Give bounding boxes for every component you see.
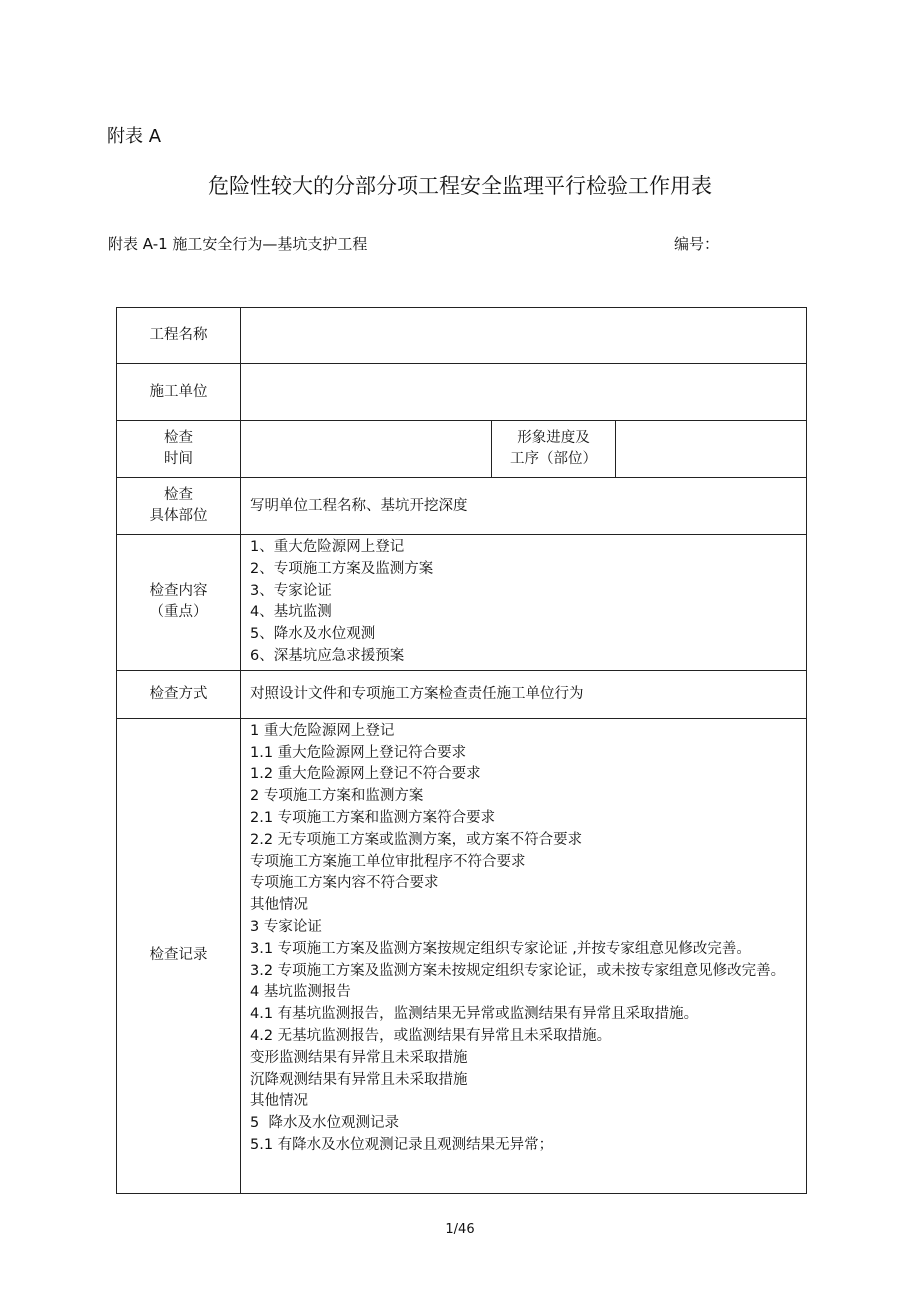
- record-line: 1.1 重大危险源网上登记符合要求: [250, 744, 467, 761]
- record-line: 其他情况: [250, 897, 308, 914]
- record-line: 2.1 专项施工方案和监测方案符合要求: [250, 809, 496, 826]
- record-line: 专项施工方案施工单位审批程序不符合要求: [250, 853, 526, 870]
- inspection-form-table: [116, 307, 807, 1194]
- progress-field[interactable]: [616, 421, 807, 478]
- content-item: 1、重大危险源网上登记: [250, 539, 405, 555]
- record-list: [250, 721, 798, 1193]
- record-line: 3.2 专项施工方案及监测方案未按规定组织专家论证，或未按专家组意见修改完善。: [250, 962, 786, 979]
- content-label: [117, 535, 241, 671]
- project-name-field[interactable]: [241, 308, 807, 364]
- contractor-label: 施工单位: [117, 364, 241, 421]
- method-row: [117, 670, 807, 718]
- content-item: 6、深基坑应急求援预案: [250, 647, 405, 664]
- record-label: 检查记录: [117, 718, 241, 1193]
- page-number: 1/46: [445, 1222, 475, 1237]
- progress-label-line-2: 工序（部位）: [510, 451, 597, 467]
- serial-number-label: 编号：: [674, 235, 720, 253]
- check-time-label: [117, 421, 241, 478]
- location-row: [117, 478, 807, 535]
- progress-label-line-1: 形象进度及: [517, 430, 590, 446]
- location-label: [117, 478, 241, 535]
- appendix-label: 附表 A: [107, 126, 162, 147]
- content-item: 5、降水及水位观测: [250, 626, 376, 643]
- content-item: 3、专家论证: [250, 582, 332, 599]
- progress-label: [492, 421, 616, 478]
- record-line: 1 重大危险源网上登记: [250, 722, 395, 739]
- contractor-row: [117, 364, 807, 421]
- record-line: 5 降水及水位观测记录: [250, 1115, 399, 1132]
- record-line: 其他情况: [250, 1093, 308, 1110]
- content-item: 4、基坑监测: [250, 604, 332, 621]
- record-line: 3 专家论证: [250, 918, 322, 935]
- location-label-line-2: 具体部位: [149, 508, 208, 524]
- record-line: 4 基坑监测报告: [250, 984, 351, 1001]
- method-field[interactable]: 对照设计文件和专项施工方案检查责任施工单位行为: [241, 670, 807, 718]
- location-label-line-1: 检查: [164, 487, 193, 503]
- check-time-row: [117, 421, 807, 478]
- record-line: 2.2 无专项施工方案或监测方案，或方案不符合要求: [250, 831, 583, 848]
- check-time-label-line-2: 时间: [164, 451, 193, 467]
- content-list: [241, 535, 807, 671]
- record-line: 专项施工方案内容不符合要求: [250, 875, 439, 892]
- record-line: 4.1 有基坑监测报告，监测结果无异常或监测结果有异常且采取措施。: [250, 1006, 699, 1023]
- record-line: 5.1 有降水及水位观测记录且观测结果无异常；: [250, 1136, 554, 1153]
- record-line: 1.2 重大危险源网上登记不符合要求: [250, 766, 481, 783]
- project-name-row: [117, 308, 807, 364]
- project-name-label: 工程名称: [117, 308, 241, 364]
- record-line: 4.2 无基坑监测报告，或监测结果有异常且未采取措施。: [250, 1027, 612, 1044]
- record-line: 变形监测结果有异常且未采取措施: [250, 1049, 468, 1066]
- record-field: [241, 718, 807, 1193]
- form-subtitle: 附表 A-1 施工安全行为—基坑支护工程: [108, 235, 368, 253]
- contractor-field[interactable]: [241, 364, 807, 421]
- check-time-field[interactable]: [241, 421, 492, 478]
- content-row: [117, 535, 807, 671]
- content-label-line-1: 检查内容: [149, 583, 208, 600]
- method-label: 检查方式: [117, 670, 241, 718]
- record-line: 2 专项施工方案和监测方案: [250, 788, 424, 805]
- content-label-line-2: （重点）: [149, 604, 208, 621]
- record-line: 3.1 专项施工方案及监测方案按规定组织专家论证 ,并按专家组意见修改完善。: [250, 940, 751, 957]
- record-line: 沉降观测结果有异常且未采取措施: [250, 1071, 468, 1088]
- location-field[interactable]: 写明单位工程名称、基坑开挖深度: [241, 478, 807, 535]
- record-row: [117, 718, 807, 1193]
- document-title: 危险性较大的分部分项工程安全监理平行检验工作用表: [208, 174, 712, 198]
- check-time-label-line-1: 检查: [164, 430, 193, 446]
- content-item: 2、专项施工方案及监测方案: [250, 560, 434, 577]
